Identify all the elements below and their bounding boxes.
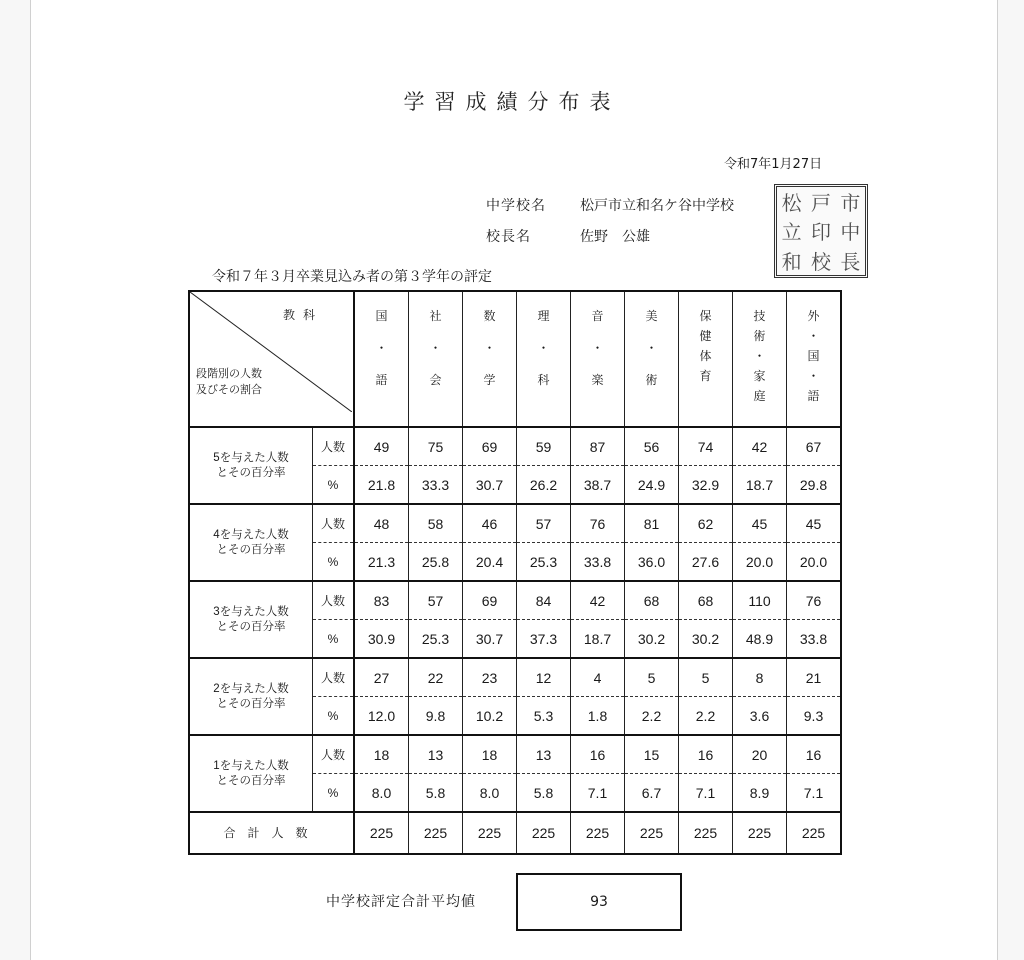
percent-cell: 9.8 [409, 697, 463, 736]
subject-char: 学 [483, 373, 496, 387]
percent-cell: 12.0 [354, 697, 409, 736]
corner-bottom-label [196, 366, 262, 398]
subject-char: ・ [483, 341, 496, 355]
count-cell: 56 [625, 427, 679, 466]
percent-cell: 25.8 [409, 543, 463, 582]
percent-cell: 5.3 [517, 697, 571, 736]
count-cell: 21 [787, 658, 842, 697]
subject-char: ・ [645, 341, 658, 355]
grade-label-line: とその百分率 [216, 620, 286, 633]
header-row [189, 291, 841, 427]
subject-char: 国 [375, 309, 388, 323]
percent-cell: 37.3 [517, 620, 571, 659]
unit-count-label: 人数 [313, 504, 355, 543]
grade-count-row [189, 427, 841, 466]
count-cell: 5 [625, 658, 679, 697]
count-cell: 27 [354, 658, 409, 697]
official-seal-stamp [774, 184, 868, 278]
seal-char: 戸 [810, 191, 831, 216]
document-title: 学習成績分布表 [403, 90, 621, 114]
count-cell: 49 [354, 427, 409, 466]
percent-cell: 21.8 [354, 466, 409, 505]
total-row [189, 812, 841, 854]
percent-cell: 33.8 [787, 620, 842, 659]
percent-cell: 30.7 [463, 620, 517, 659]
principal-name: 佐野 公雄 [580, 229, 650, 245]
percent-cell: 7.1 [787, 774, 842, 813]
count-cell: 67 [787, 427, 842, 466]
percent-cell: 10.2 [463, 697, 517, 736]
subject-char: 美 [645, 309, 658, 323]
percent-cell: 8.0 [354, 774, 409, 813]
percent-cell: 20.0 [733, 543, 787, 582]
percent-cell: 21.3 [354, 543, 409, 582]
count-cell: 8 [733, 658, 787, 697]
corner-bottom-line: 段階別の人数 [196, 368, 262, 380]
grade-row-label [189, 735, 313, 812]
average-value-box [516, 873, 682, 931]
grade-row-label [189, 504, 313, 581]
subject-char: ・ [807, 329, 820, 343]
grade-label-line: とその百分率 [216, 774, 286, 787]
percent-cell: 25.3 [409, 620, 463, 659]
count-cell: 110 [733, 581, 787, 620]
grade-row-label [189, 658, 313, 735]
percent-cell: 29.8 [787, 466, 842, 505]
count-cell: 75 [409, 427, 463, 466]
subject-header [679, 291, 733, 427]
unit-percent-label: % [313, 543, 355, 582]
count-cell: 13 [409, 735, 463, 774]
subject-header [463, 291, 517, 427]
percent-cell: 30.9 [354, 620, 409, 659]
percent-cell: 9.3 [787, 697, 842, 736]
total-label: 合計人数 [189, 812, 354, 854]
percent-cell: 20.4 [463, 543, 517, 582]
subject-char: 会 [429, 373, 442, 387]
count-cell: 57 [517, 504, 571, 543]
count-cell: 5 [679, 658, 733, 697]
corner-header-cell [189, 291, 354, 427]
subject-header [571, 291, 625, 427]
percent-cell: 8.9 [733, 774, 787, 813]
percent-cell: 2.2 [679, 697, 733, 736]
seal-char: 市 [840, 191, 861, 216]
count-cell: 62 [679, 504, 733, 543]
subject-char: 家 [753, 369, 766, 383]
count-cell: 76 [571, 504, 625, 543]
count-cell: 45 [787, 504, 842, 543]
subject-char: 社 [429, 309, 442, 323]
subject-char: 国 [807, 349, 820, 363]
grade-label-line: とその百分率 [216, 543, 286, 556]
count-cell: 45 [733, 504, 787, 543]
subject-char: 術 [645, 373, 658, 387]
grade-label-line: とその百分率 [216, 466, 286, 479]
corner-bottom-line: 及びその割合 [196, 384, 262, 396]
grade-row-label [189, 427, 313, 504]
count-cell: 57 [409, 581, 463, 620]
subject-char: 楽 [591, 373, 604, 387]
grade-label-line: 3を与えた人数 [213, 605, 289, 618]
percent-cell: 8.0 [463, 774, 517, 813]
subject-char: 健 [699, 329, 712, 343]
subject-char: 語 [807, 389, 820, 403]
percent-cell: 38.7 [571, 466, 625, 505]
percent-cell: 6.7 [625, 774, 679, 813]
percent-cell: 26.2 [517, 466, 571, 505]
percent-cell: 7.1 [571, 774, 625, 813]
grade-label-line: とその百分率 [216, 697, 286, 710]
unit-percent-label: % [313, 697, 355, 736]
subject-header [517, 291, 571, 427]
grade-label-line: 5を与えた人数 [213, 451, 289, 464]
count-cell: 74 [679, 427, 733, 466]
unit-count-label: 人数 [313, 581, 355, 620]
count-cell: 13 [517, 735, 571, 774]
percent-cell: 7.1 [679, 774, 733, 813]
subject-char: 庭 [753, 389, 766, 403]
principal-label: 校長名 [486, 229, 531, 245]
count-cell: 84 [517, 581, 571, 620]
unit-percent-label: % [313, 620, 355, 659]
percent-cell: 25.3 [517, 543, 571, 582]
total-cell: 225 [354, 812, 409, 854]
seal-char: 印 [810, 220, 831, 245]
percent-cell: 18.7 [571, 620, 625, 659]
count-cell: 15 [625, 735, 679, 774]
subject-char: 数 [483, 309, 496, 323]
subject-char: 体 [699, 349, 712, 363]
count-cell: 22 [409, 658, 463, 697]
percent-cell: 18.7 [733, 466, 787, 505]
subject-char: ・ [591, 341, 604, 355]
percent-cell: 32.9 [679, 466, 733, 505]
percent-cell: 30.7 [463, 466, 517, 505]
count-cell: 69 [463, 581, 517, 620]
total-cell: 225 [571, 812, 625, 854]
subject-char: 育 [699, 369, 712, 383]
unit-percent-label: % [313, 774, 355, 813]
percent-cell: 5.8 [409, 774, 463, 813]
count-cell: 69 [463, 427, 517, 466]
count-cell: 59 [517, 427, 571, 466]
total-cell: 225 [625, 812, 679, 854]
document-date: 令和7年1月27日 [724, 157, 823, 172]
seal-char: 松 [781, 191, 802, 216]
percent-cell: 1.8 [571, 697, 625, 736]
subject-char: ・ [429, 341, 442, 355]
count-cell: 81 [625, 504, 679, 543]
subject-char: 科 [537, 373, 550, 387]
school-label: 中学校名 [486, 198, 546, 214]
percent-cell: 48.9 [733, 620, 787, 659]
percent-cell: 30.2 [625, 620, 679, 659]
seal-char: 校 [810, 249, 831, 274]
count-cell: 16 [787, 735, 842, 774]
total-cell: 225 [517, 812, 571, 854]
subject-char: 外 [807, 309, 820, 323]
percent-cell: 24.9 [625, 466, 679, 505]
subject-char: 術 [753, 329, 766, 343]
subject-header [625, 291, 679, 427]
count-cell: 76 [787, 581, 842, 620]
table-subtitle: 令和７年３月卒業見込み者の第３学年の評定 [212, 269, 492, 285]
subject-char: 語 [375, 373, 388, 387]
subject-char: ・ [537, 341, 550, 355]
count-cell: 18 [354, 735, 409, 774]
count-cell: 68 [679, 581, 733, 620]
total-cell: 225 [463, 812, 517, 854]
average-label: 中学校評定合計平均値 [326, 894, 476, 910]
percent-cell: 2.2 [625, 697, 679, 736]
percent-cell: 30.2 [679, 620, 733, 659]
grade-label-line: 2を与えた人数 [213, 682, 289, 695]
subject-header [787, 291, 842, 427]
corner-top-label: 教科 [282, 308, 323, 322]
grade-distribution-table [188, 290, 842, 855]
grade-count-row [189, 658, 841, 697]
percent-cell: 33.8 [571, 543, 625, 582]
total-cell: 225 [679, 812, 733, 854]
unit-count-label: 人数 [313, 658, 355, 697]
unit-count-label: 人数 [313, 735, 355, 774]
subject-char: ・ [807, 369, 820, 383]
grade-count-row [189, 504, 841, 543]
count-cell: 18 [463, 735, 517, 774]
count-cell: 87 [571, 427, 625, 466]
count-cell: 83 [354, 581, 409, 620]
seal-char: 長 [840, 249, 861, 274]
unit-percent-label: % [313, 466, 355, 505]
unit-count-label: 人数 [313, 427, 355, 466]
subject-header [733, 291, 787, 427]
percent-cell: 33.3 [409, 466, 463, 505]
grade-count-row [189, 735, 841, 774]
subject-char: 音 [591, 309, 604, 323]
subject-char: 保 [699, 309, 712, 323]
subject-header [409, 291, 463, 427]
total-cell: 225 [409, 812, 463, 854]
count-cell: 4 [571, 658, 625, 697]
school-name: 松戸市立和名ケ谷中学校 [580, 198, 734, 214]
seal-char: 中 [840, 220, 861, 245]
count-cell: 58 [409, 504, 463, 543]
count-cell: 16 [679, 735, 733, 774]
total-cell: 225 [787, 812, 842, 854]
count-cell: 68 [625, 581, 679, 620]
percent-cell: 36.0 [625, 543, 679, 582]
count-cell: 48 [354, 504, 409, 543]
count-cell: 46 [463, 504, 517, 543]
subject-char: ・ [375, 341, 388, 355]
grade-count-row [189, 581, 841, 620]
percent-cell: 27.6 [679, 543, 733, 582]
total-cell: 225 [733, 812, 787, 854]
percent-cell: 3.6 [733, 697, 787, 736]
subject-char: ・ [753, 349, 766, 363]
count-cell: 16 [571, 735, 625, 774]
average-value: 93 [590, 894, 608, 910]
subject-char: 理 [537, 309, 550, 323]
grade-row-label [189, 581, 313, 658]
percent-cell: 20.0 [787, 543, 842, 582]
count-cell: 12 [517, 658, 571, 697]
percent-cell: 5.8 [517, 774, 571, 813]
grade-label-line: 4を与えた人数 [213, 528, 289, 541]
count-cell: 23 [463, 658, 517, 697]
count-cell: 20 [733, 735, 787, 774]
subject-header [354, 291, 409, 427]
subject-char: 技 [753, 309, 766, 323]
count-cell: 42 [733, 427, 787, 466]
seal-char: 和 [781, 249, 802, 274]
count-cell: 42 [571, 581, 625, 620]
seal-char: 立 [781, 220, 802, 245]
grade-label-line: 1を与えた人数 [213, 759, 289, 772]
